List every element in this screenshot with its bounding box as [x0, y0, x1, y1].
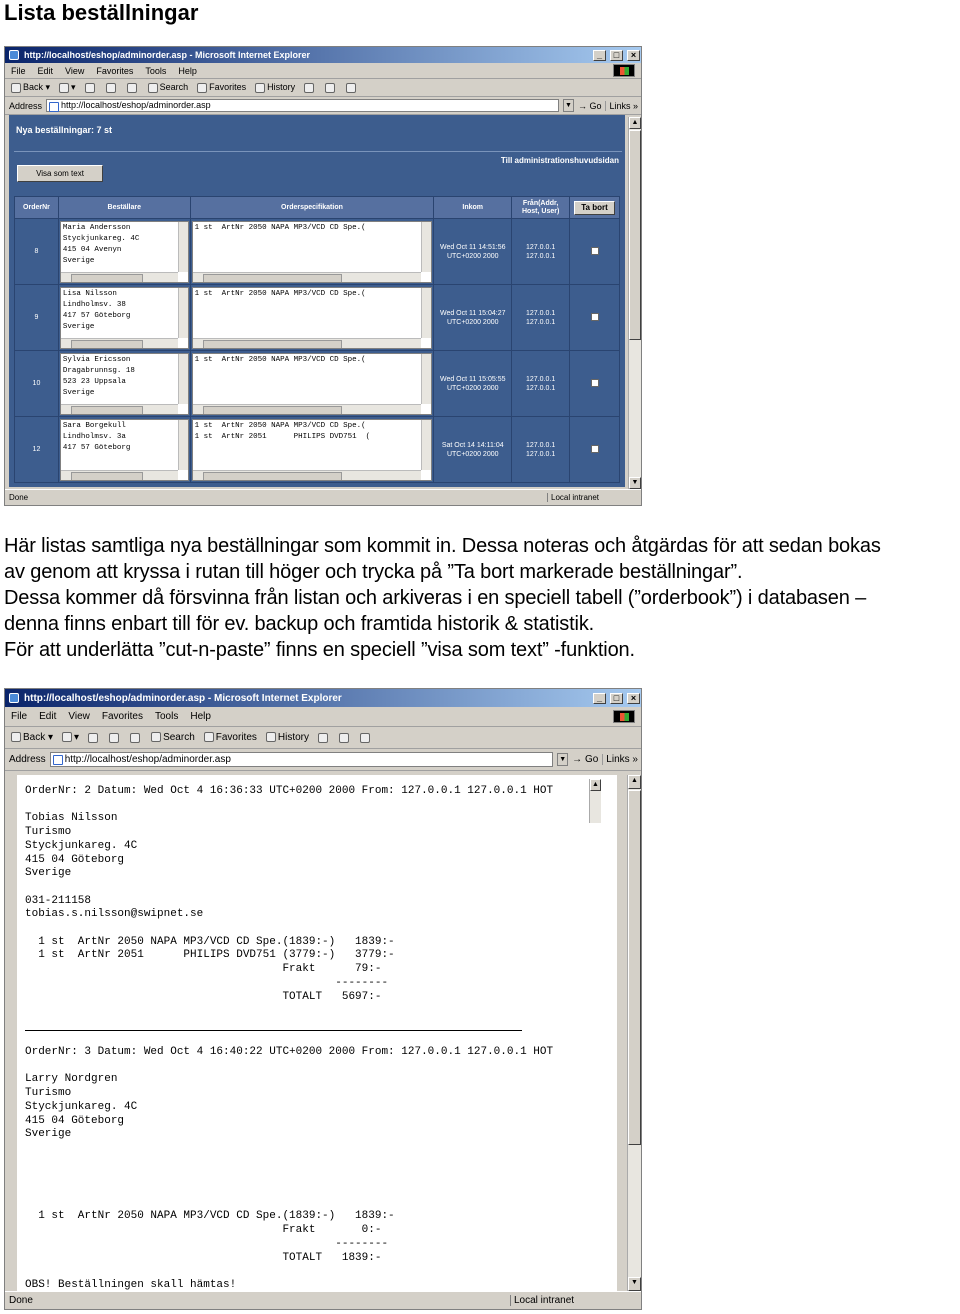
spec-cell	[190, 219, 434, 285]
forward-arrow-icon	[62, 732, 72, 742]
col-spec: Orderspecifikation	[190, 197, 434, 219]
received-cell: Sat Oct 14 14:11:04 UTC+0200 2000	[434, 417, 512, 483]
refresh-icon[interactable]	[109, 733, 119, 743]
print-icon[interactable]	[325, 83, 335, 93]
menu-file[interactable]: File	[11, 711, 28, 722]
search-button[interactable]: Search	[151, 732, 195, 743]
scroll-down-button[interactable]: ▼	[629, 477, 641, 489]
table-row	[15, 351, 620, 417]
order-separator	[25, 1030, 522, 1031]
page-heading: Lista beställningar	[4, 0, 199, 25]
customer-cell	[58, 351, 190, 417]
address-dropdown[interactable]: ▼	[557, 753, 568, 766]
links-button[interactable]: Links »	[602, 754, 641, 765]
col-customer: Beställare	[58, 197, 190, 219]
delete-checkbox[interactable]	[591, 313, 599, 321]
favorites-button[interactable]: Favorites	[204, 732, 257, 743]
forward-button[interactable]: ▾	[62, 732, 79, 743]
back-button[interactable]: Back ▾	[11, 732, 53, 743]
order-number: 10	[15, 351, 59, 417]
back-button[interactable]: Back ▾	[11, 82, 50, 93]
address-bar	[5, 749, 641, 771]
stop-icon[interactable]	[88, 733, 98, 743]
ie-icon	[9, 693, 19, 703]
scroll-up-button[interactable]: ▲	[629, 117, 641, 129]
from-cell: 127.0.0.1 127.0.0.1	[512, 219, 570, 285]
page-title: Nya beställningar: 7 st	[16, 125, 113, 135]
window-title: http://localhost/eshop/adminorder.asp - Microsoft Internet Explorer	[24, 50, 311, 60]
spec-cell	[190, 351, 434, 417]
scroll-down-button[interactable]: ▼	[628, 1277, 641, 1291]
order-text-block: OrderNr: 2 Datum: Wed Oct 4 16:36:33 UTC+0200 2000 From: 127.0.0.1 127.0.0.1 HOT Tobias Nilsson Turismo Styckjunkareg. 4C 415 04 Göteborg Sverige 031-211158 tobias.s.nilsson@swipnet.se 1 st ArtNr 2050 NAPA MP3/VCD CD Spe.(1839:-) 1839:- 1 st ArtNr 2051 PHILIPS DVD751 (3779:-) 3779:- Frakt 79:- -------- TOTALT 5697:-	[25, 785, 554, 1003]
order-text-block: OrderNr: 3 Datum: Wed Oct 4 16:40:22 UTC+0200 2000 From: 127.0.0.1 127.0.0.1 HOT Larry Nordgren Turismo Styckjunkareg. 4C 415 04 Göteborg Sverige 1 st ArtNr 2050 NAPA MP3/VCD CD Spe.(1839:-) 1839:- Frakt 0:- -------- TOTALT 1839:- OBS! Beställningen skall hämtas!	[25, 1046, 554, 1291]
maximize-button[interactable]: □	[610, 693, 623, 704]
menu-tools[interactable]: Tools	[154, 711, 179, 722]
title-bar	[5, 47, 641, 63]
back-arrow-icon	[11, 732, 21, 742]
address-input[interactable]: http://localhost/eshop/adminorder.asp	[46, 99, 559, 112]
inner-scrollbar[interactable]	[589, 779, 601, 823]
spec-textarea[interactable]: 1 st ArtNr 2050 NAPA MP3/VCD CD Spe.( 1 st ArtNr 2051 PHILIPS DVD751 (	[192, 419, 433, 481]
toolbar	[5, 727, 641, 749]
spec-textarea[interactable]: 1 st ArtNr 2050 NAPA MP3/VCD CD Spe.(	[192, 287, 433, 349]
browser-window-text	[4, 688, 642, 1310]
menu-edit[interactable]: Edit	[39, 711, 57, 722]
mail-icon[interactable]	[318, 733, 328, 743]
scroll-up-button[interactable]: ▲	[590, 779, 601, 791]
status-bar	[5, 1291, 641, 1309]
checkbox-cell	[570, 351, 620, 417]
table-row	[15, 219, 620, 285]
favorites-button[interactable]: Favorites	[197, 82, 246, 93]
show-as-text-button[interactable]: Visa som text	[17, 165, 103, 182]
order-number: 8	[15, 219, 59, 285]
paragraph-line: denna finns enbart till för ev. backup och framtida historik & statistik.	[4, 613, 595, 635]
order-number: 12	[15, 417, 59, 483]
received-cell: Wed Oct 11 15:05:55 UTC+0200 2000	[434, 351, 512, 417]
spec-textarea[interactable]: 1 st ArtNr 2050 NAPA MP3/VCD CD Spe.(	[192, 353, 433, 415]
go-button[interactable]: → Go	[572, 754, 599, 765]
from-cell: 127.0.0.1 127.0.0.1	[512, 285, 570, 351]
from-cell: 127.0.0.1 127.0.0.1	[512, 417, 570, 483]
windows-logo-icon	[613, 64, 635, 77]
customer-textarea[interactable]: Sylvia Ericsson Dragabrunnsg. 18 523 23 Uppsala Sverige	[60, 353, 189, 415]
go-button[interactable]: → Go	[577, 100, 602, 111]
customer-textarea[interactable]: Lisa Nilsson Lindholmsv. 38 417 57 Göteborg Sverige	[60, 287, 189, 349]
received-cell: Wed Oct 11 15:04:27 UTC+0200 2000	[434, 285, 512, 351]
checkbox-cell	[570, 285, 620, 351]
menu-bar	[5, 707, 641, 727]
orders-table	[14, 196, 620, 483]
received-cell: Wed Oct 11 14:51:56 UTC+0200 2000	[434, 219, 512, 285]
history-button[interactable]: History	[255, 82, 295, 93]
edit-icon[interactable]	[346, 83, 356, 93]
ie-icon	[9, 50, 19, 60]
delete-checkbox[interactable]	[591, 379, 599, 387]
scroll-thumb[interactable]	[628, 790, 641, 1145]
col-received: Inkom	[434, 197, 512, 219]
menu-help[interactable]: Help	[190, 711, 211, 722]
refresh-icon[interactable]	[106, 83, 116, 93]
title-bar	[5, 689, 641, 707]
from-cell: 127.0.0.1 127.0.0.1	[512, 351, 570, 417]
checkbox-cell	[570, 219, 620, 285]
history-icon	[266, 732, 276, 742]
description-text	[4, 533, 960, 663]
favorites-icon	[204, 732, 214, 742]
spec-cell	[190, 417, 434, 483]
col-from: Från(Addr, Host, User)	[512, 197, 570, 219]
close-button[interactable]: ×	[627, 50, 640, 61]
status-text: Done	[9, 493, 29, 502]
table-header	[15, 197, 620, 219]
search-button[interactable]: Search	[148, 82, 189, 93]
search-icon	[148, 83, 158, 93]
scroll-up-button[interactable]: ▲	[628, 775, 641, 789]
spec-textarea[interactable]: 1 st ArtNr 2050 NAPA MP3/VCD CD Spe.(	[192, 221, 433, 283]
paragraph-line: av genom att kryssa i rutan till höger och trycka på ”Ta bort markerade beställningar”.	[4, 561, 743, 583]
menu-favorites[interactable]: Favorites	[101, 711, 143, 722]
admin-home-link[interactable]: Till administrationshuvudsidan	[500, 156, 619, 165]
table-row	[15, 285, 620, 351]
col-delete	[570, 197, 620, 219]
zone-indicator: Local intranet	[510, 1295, 574, 1306]
order-number: 9	[15, 285, 59, 351]
customer-cell	[58, 285, 190, 351]
forward-arrow-icon	[59, 83, 69, 93]
delete-checkbox[interactable]	[591, 445, 599, 453]
table-row	[15, 417, 620, 483]
checkbox-cell	[570, 417, 620, 483]
menu-file[interactable]: File	[11, 65, 26, 76]
status-text: Done	[9, 1295, 33, 1306]
history-button[interactable]: History	[266, 732, 309, 743]
history-icon	[255, 83, 265, 93]
toolbar	[5, 79, 641, 97]
edit-icon[interactable]	[360, 733, 370, 743]
menu-tools[interactable]: Tools	[145, 65, 167, 76]
minimize-button[interactable]: _	[593, 50, 606, 61]
back-arrow-icon	[11, 83, 21, 93]
maximize-button[interactable]: □	[610, 50, 623, 61]
menu-favorites[interactable]: Favorites	[96, 65, 134, 76]
zone-indicator: Local intranet	[547, 493, 599, 502]
menu-bar	[5, 63, 641, 79]
delete-button[interactable]: Ta bort	[574, 201, 615, 215]
minimize-button[interactable]: _	[593, 693, 606, 704]
stop-icon[interactable]	[85, 83, 95, 93]
menu-help[interactable]: Help	[178, 65, 197, 76]
address-bar	[5, 97, 641, 115]
menu-view[interactable]: View	[68, 711, 90, 722]
customer-cell	[58, 417, 190, 483]
home-icon[interactable]	[127, 83, 137, 93]
page-scrollbar[interactable]	[627, 775, 641, 1291]
spec-cell	[190, 285, 434, 351]
address-dropdown[interactable]: ▼	[563, 99, 574, 112]
forward-button[interactable]: ▾	[59, 82, 76, 93]
address-label: Address	[9, 100, 43, 111]
customer-cell	[58, 219, 190, 285]
search-icon	[151, 732, 161, 742]
close-button[interactable]: ×	[627, 693, 640, 704]
menu-view[interactable]: View	[65, 65, 85, 76]
admin-page	[9, 115, 625, 487]
divider	[14, 151, 622, 152]
address-label: Address	[9, 754, 46, 765]
browser-window-admin	[4, 46, 642, 506]
window-title: http://localhost/eshop/adminorder.asp - Microsoft Internet Explorer	[24, 692, 342, 704]
address-input[interactable]: http://localhost/eshop/adminorder.asp	[50, 752, 553, 767]
links-button[interactable]: Links »	[605, 101, 641, 111]
delete-checkbox[interactable]	[591, 247, 599, 255]
windows-logo-icon	[613, 710, 635, 723]
paragraph-line: Dessa kommer då försvinna från listan och arkiveras i en speciell tabell (”orderbook”) i databasen –	[4, 587, 867, 609]
menu-edit[interactable]: Edit	[37, 65, 54, 76]
text-view-page	[17, 775, 617, 1297]
customer-textarea[interactable]: Sara Borgekull Lindholmsv. 3a 417 57 Göteborg	[60, 419, 189, 481]
paragraph-line: Här listas samtliga nya beställningar som kommit in. Dessa noteras och åtgärdas för att sedan bokas	[4, 535, 881, 557]
status-bar	[5, 489, 641, 505]
print-icon[interactable]	[339, 733, 349, 743]
mail-icon[interactable]	[304, 83, 314, 93]
home-icon[interactable]	[130, 733, 140, 743]
paragraph-line: För att underlätta ”cut-n-paste” finns en speciell ”visa som text” -funktion.	[4, 639, 635, 661]
favorites-icon	[197, 83, 207, 93]
page-scrollbar[interactable]	[628, 117, 641, 489]
col-ordernr: OrderNr	[15, 197, 59, 219]
scroll-thumb[interactable]	[629, 130, 641, 340]
customer-textarea[interactable]: Maria Andersson Styckjunkareg. 4C 415 04 Avenyn Sverige	[60, 221, 189, 283]
